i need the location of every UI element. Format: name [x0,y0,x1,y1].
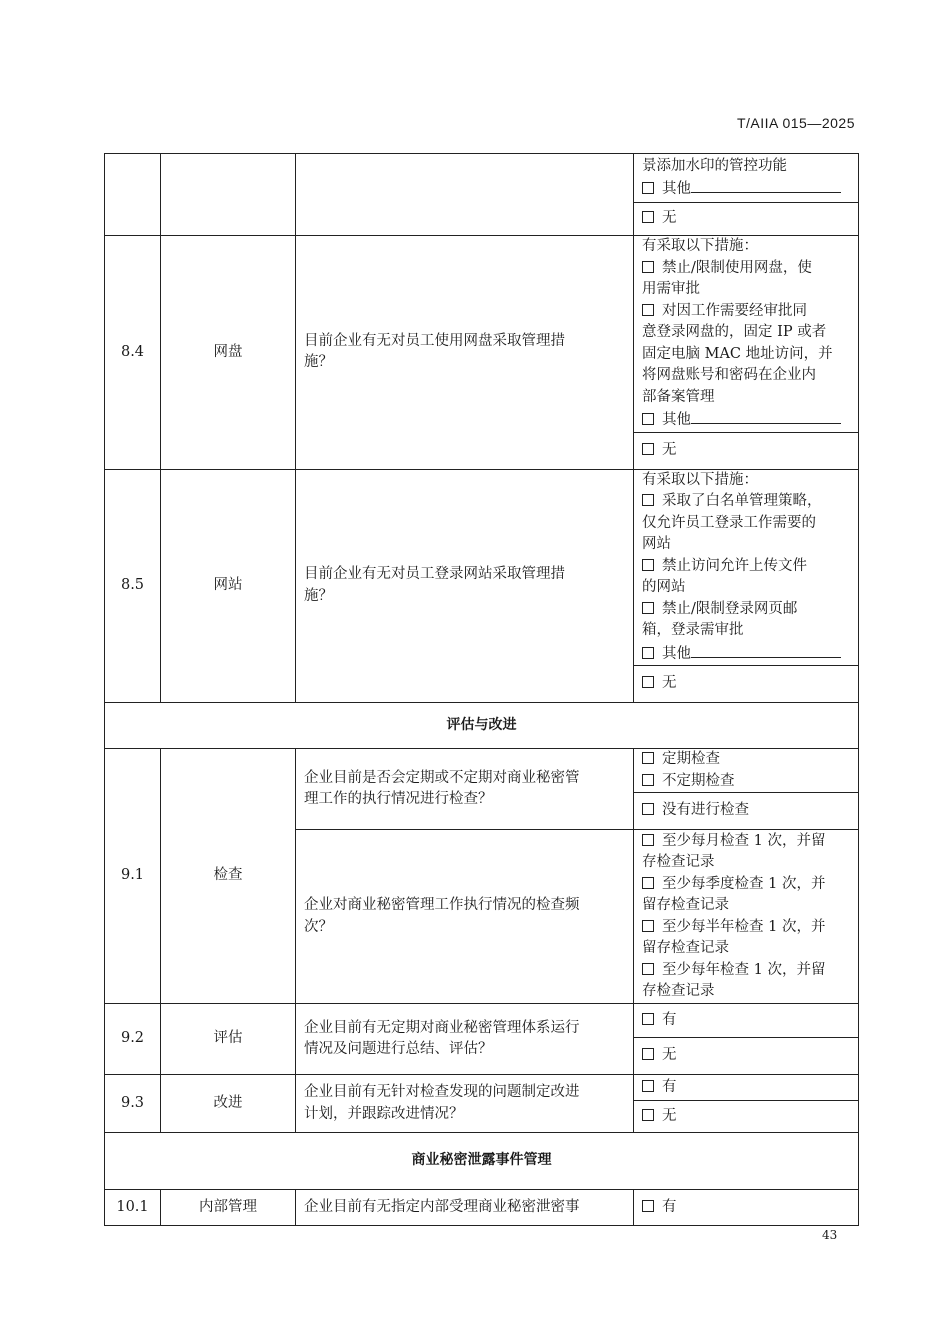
page-number: 43 [822,1228,838,1242]
option-cell: 有采取以下措施： 禁止/限制使用网盘，使 用需审批 对因工作需要经审批同 意登录网盘的，固定 IP 或者 固定电脑 MAC 地址访问，并 将网盘账号和密码在企业内 部备案管理 其他 [634,236,859,433]
row-question: 企业目前有无针对检查发现的问题制定改进 计划，并跟踪改进情况？ [296,1075,634,1133]
row-question: 企业目前有无定期对商业秘密管理体系运行 情况及问题进行总结、评估？ [296,1004,634,1075]
section-row [105,703,859,749]
option-cell: 无 [634,203,859,236]
checkbox[interactable] [642,752,654,764]
checkbox[interactable] [642,877,654,889]
checkbox[interactable] [642,559,654,571]
table-row [105,469,859,666]
row-number: 10.1 [105,1190,161,1226]
option-cell: 无 [634,666,859,703]
checkbox[interactable] [642,304,654,316]
row-item: 检查 [161,749,296,1004]
row-question [296,154,634,236]
checkbox[interactable] [642,676,654,688]
checkbox[interactable] [642,920,654,932]
option-cell: 有 [634,1004,859,1038]
row-item: 改进 [161,1075,296,1133]
section-row [105,1133,859,1190]
row-question: 目前企业有无对员工使用网盘采取管理措 施？ [296,236,634,470]
row-number: 8.5 [105,469,161,703]
option-cell: 无 [634,1101,859,1133]
row-number [105,154,161,236]
checkbox[interactable] [642,1080,654,1092]
row-question: 企业对商业秘密管理工作执行情况的检查频 次？ [296,830,634,1004]
row-question: 企业目前有无指定内部受理商业秘密泄密事 [296,1190,634,1226]
questionnaire-table [104,153,859,1226]
row-item [161,154,296,236]
table-row [105,1075,859,1101]
row-item: 评估 [161,1004,296,1075]
row-item: 网盘 [161,236,296,470]
table-row [105,1004,859,1038]
checkbox[interactable] [642,1200,654,1212]
checkbox[interactable] [642,803,654,815]
checkbox[interactable] [642,1013,654,1025]
fill-in-blank[interactable] [691,177,841,193]
checkbox[interactable] [642,1109,654,1121]
checkbox[interactable] [642,182,654,194]
section-heading: 商业秘密泄露事件管理 [105,1133,859,1190]
option-cell: 有 [634,1075,859,1101]
fill-in-blank[interactable] [691,408,841,424]
row-number: 8.4 [105,236,161,470]
checkbox[interactable] [642,413,654,425]
option-cell: 有采取以下措施： 采取了白名单管理策略， 仅允许员工登录工作需要的 网站 禁止访问允许上传文件 的网站 禁止/限制登录网页邮 箱，登录需审批 其他 [634,469,859,666]
checkbox[interactable] [642,494,654,506]
checkbox[interactable] [642,774,654,786]
checkbox[interactable] [642,834,654,846]
option-cell: 无 [634,1038,859,1075]
row-number: 9.1 [105,749,161,1004]
option-cell: 景添加水印的管控功能 其他 [634,154,859,203]
checkbox[interactable] [642,647,654,659]
row-item: 网站 [161,469,296,703]
table-row [105,749,859,793]
table-row [105,1190,859,1226]
document-code: T/AIIA 015—2025 [736,115,855,131]
option-cell: 没有进行检查 [634,793,859,830]
checkbox[interactable] [642,963,654,975]
row-number: 9.3 [105,1075,161,1133]
table-row [105,236,859,433]
fill-in-blank[interactable] [691,642,841,658]
checkbox[interactable] [642,443,654,455]
checkbox[interactable] [642,211,654,223]
option-cell: 无 [634,432,859,469]
option-cell: 定期检查 不定期检查 [634,749,859,793]
checkbox[interactable] [642,1048,654,1060]
section-heading: 评估与改进 [105,703,859,749]
table-row [105,154,859,203]
checkbox[interactable] [642,261,654,273]
row-question: 企业目前是否会定期或不定期对商业秘密管 理工作的执行情况进行检查？ [296,749,634,830]
row-number: 9.2 [105,1004,161,1075]
row-item: 内部管理 [161,1190,296,1226]
row-question: 目前企业有无对员工登录网站采取管理措 施？ [296,469,634,703]
option-cell: 有 [634,1190,859,1226]
option-cell: 至少每月检查 1 次，并留 存检查记录 至少每季度检查 1 次，并 留存检查记录 至少每半年检查 1 次，并 留存检查记录 至少每年检查 1 次，并留 存检查记录 [634,830,859,1004]
checkbox[interactable] [642,602,654,614]
